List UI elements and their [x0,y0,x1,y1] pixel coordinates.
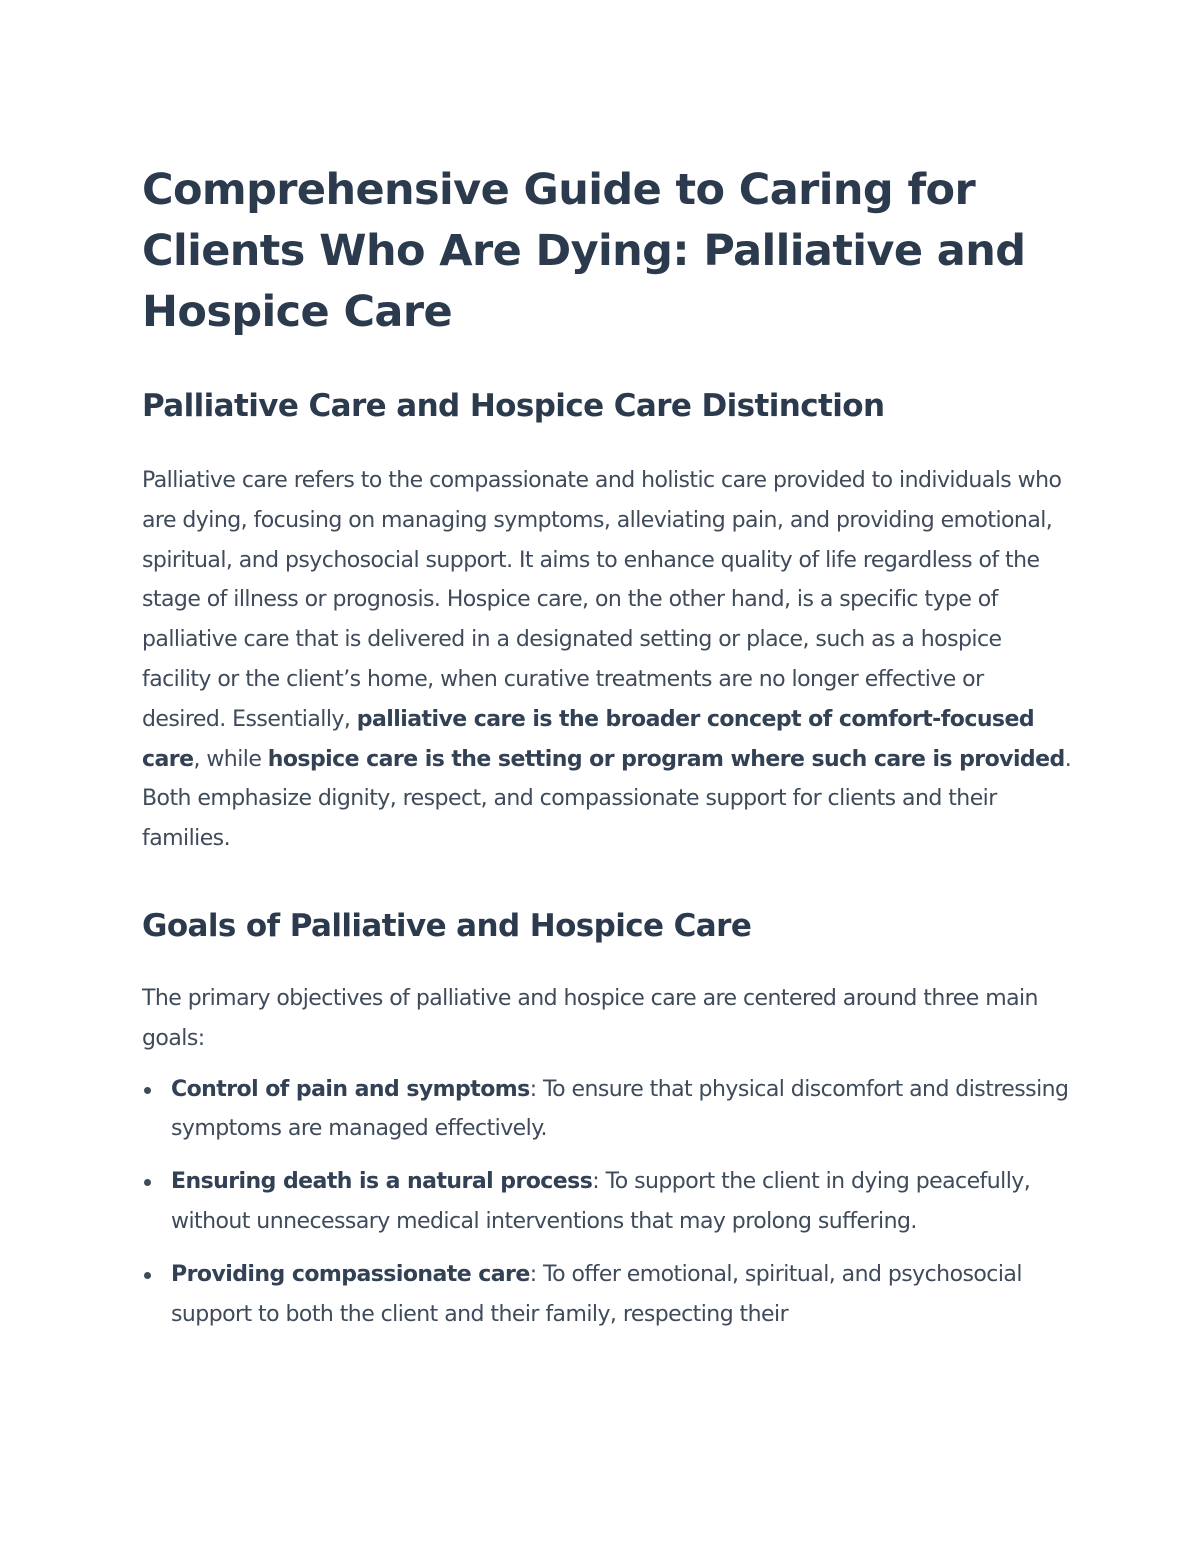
goal-term: Control of pain and symptoms [171,1076,530,1102]
distinction-text-end: . Both emphasize dignity, respect, and compassionate support for clients and their families. [142,746,1072,852]
document-page [142,160,1072,1347]
goal-text: : To offer emotional, spiritual, and psychosocial support to both the client and their family, respecting their [171,1261,1022,1327]
distinction-bold-palliative: palliative care is the broader concept of comfort-focused care [142,706,1035,772]
section-heading-distinction: Palliative Care and Hospice Care Distinction [142,388,885,424]
goals-intro-paragraph: The primary objectives of palliative and hospice care are centered around three main goals: [142,985,1038,1051]
goal-text: : To support the client in dying peacefully, without unnecessary medical interventions that may prolong suffering. [171,1169,1031,1234]
goal-list-item [142,1255,1072,1335]
section-heading-goals: Goals of Palliative and Hospice Care [142,907,752,944]
distinction-text-mid: , while [193,746,268,772]
distinction-paragraph [142,461,1072,859]
bullet-icon [144,1272,151,1279]
distinction-bold-hospice: hospice care is the setting or program where such care is provided [267,746,1065,772]
distinction-text-intro: Palliative care refers to the compassionate and holistic care provided to individuals who are dying, focusing on managing symptoms, alleviating pain, and providing emotional, spiritual, and psychosocial support. It aims to enhance quality of life regardless of the stage of illness or prognosis. Hospice care, on the other hand, is a specific type of palliative care that is delivered in a designated setting or place, such as a hospice facility or the client’s home, when curative treatments are no longer effective or desired. Essentially, [142,468,1062,732]
bullet-icon [144,1087,151,1094]
document-title: Comprehensive Guide to Caring for Clients Who Are Dying: Palliative and Hospice Care [142,165,1026,337]
bullet-icon [144,1179,151,1186]
goal-list-item [142,1070,1072,1150]
goals-list [142,1070,1072,1335]
goal-term: Providing compassionate care [171,1261,530,1287]
goal-list-item [142,1162,1072,1242]
goal-text: : To ensure that physical discomfort and distressing symptoms are managed effectively. [171,1076,1069,1142]
goal-term: Ensuring death is a natural process [171,1169,593,1195]
